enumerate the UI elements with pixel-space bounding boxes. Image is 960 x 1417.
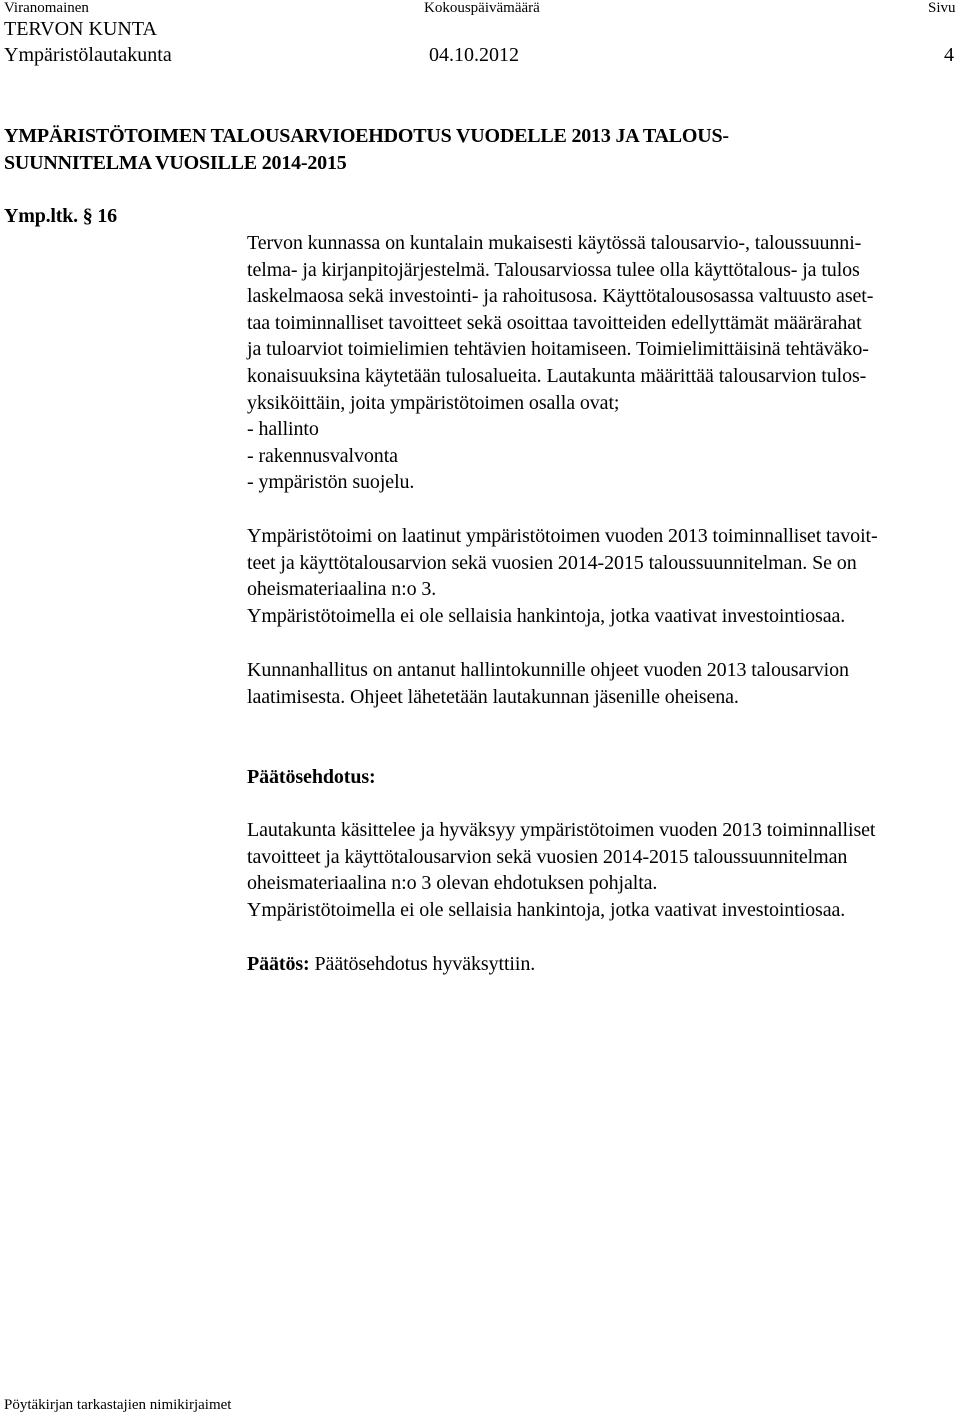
text-line: Ympäristötoimella ei ole sellaisia hankintoja, jotka vaativat investointiosaa.: [247, 604, 846, 627]
environment-paragraph: [247, 523, 878, 629]
list-item-environmental-protection: - ympäristön suojelu.: [247, 471, 415, 494]
text-line: konaisuuksina käytetään tulosalueita. Lautakunta määrittää talousarvion tulos-: [247, 364, 867, 387]
decision: [247, 951, 535, 978]
text-line: Kunnanhallitus on antanut hallintokunnille ohjeet vuoden 2013 talousarvion: [247, 659, 849, 681]
text-line: Lautakunta käsittelee ja hyväksyy ympäristötoimen vuoden 2013 toiminnalliset: [247, 819, 876, 841]
page-number: 4: [944, 44, 954, 66]
text-line: Ympäristötoimella ei ole sellaisia hankintoja, jotka vaativat investointiosaa.: [247, 898, 846, 921]
list-item-building-control: - rakennusvalvonta: [247, 444, 398, 467]
decision-text: Päätösehdotus hyväksyttiin.: [309, 953, 536, 975]
text-line: Ympäristötoimi on laatinut ympäristötoimen vuoden 2013 toiminnalliset tavoit-: [247, 525, 878, 547]
document-title-line-1: YMPÄRISTÖTOIMEN TALOUSARVIOEHDOTUS VUODELLE 2013 JA TALOUS-: [4, 125, 729, 147]
text-line: yksiköittäin, joita ympäristötoimen osalla ovat;: [247, 391, 620, 414]
meeting-date: 04.10.2012: [429, 44, 519, 66]
intro-paragraph: [247, 230, 873, 496]
text-line: teet ja käyttötalousarvion sekä vuosien 2014-2015 taloussuunnitelman. Se on: [247, 551, 857, 574]
decision-label: Päätös:: [247, 953, 310, 975]
proposal-paragraph: [247, 817, 875, 923]
text-line: laskelmaosa sekä investointi- ja rahoitusosa. Käyttötalousosassa valtuusto aset-: [247, 285, 874, 308]
header-label-meeting-date: Kokouspäivämäärä: [424, 0, 540, 16]
list-item-administration: - hallinto: [247, 418, 319, 441]
text-line: oheismateriaalina n:o 3 olevan ehdotuksen pohjalta.: [247, 872, 658, 895]
authority-name: Ympäristölautakunta: [4, 44, 172, 66]
text-line: ja tuloarviot toimielimien tehtävien hoitamiseen. Toimielimittäisinä tehtäväko-: [247, 338, 869, 361]
document-title-line-2: SUUNNITELMA VUOSILLE 2014-2015: [4, 152, 347, 174]
text-line: taa toiminnalliset tavoitteet sekä osoittaa tavoitteiden edellyttämät määrärahat: [247, 311, 862, 334]
proposal-heading-wrap: [247, 764, 376, 791]
header-label-authority: Viranomainen: [4, 0, 89, 16]
header-label-page: Sivu: [928, 0, 956, 16]
text-line: oheismateriaalina n:o 3.: [247, 578, 437, 601]
text-line: Tervon kunnassa on kuntalain mukaisesti käytössä talousarvio-, taloussuunni-: [247, 232, 862, 254]
section-reference: Ymp.ltk. § 16: [4, 205, 117, 227]
text-line: tavoitteet ja käyttötalousarvion sekä vuosien 2014-2015 taloussuunnitelman: [247, 845, 848, 868]
proposal-heading: Päätösehdotus:: [247, 766, 376, 788]
text-line: laatimisesta. Ohjeet lähetetään lautakunnan jäsenille oheisena.: [247, 685, 739, 708]
footer-signatures-label: Pöytäkirjan tarkastajien nimikirjaimet: [4, 1397, 232, 1413]
organization-name: TERVON KUNTA: [4, 18, 157, 40]
board-paragraph: [247, 657, 849, 710]
text-line: telma- ja kirjanpitojärjestelmä. Talousarviossa tulee olla käyttötalous- ja tulos: [247, 258, 860, 281]
